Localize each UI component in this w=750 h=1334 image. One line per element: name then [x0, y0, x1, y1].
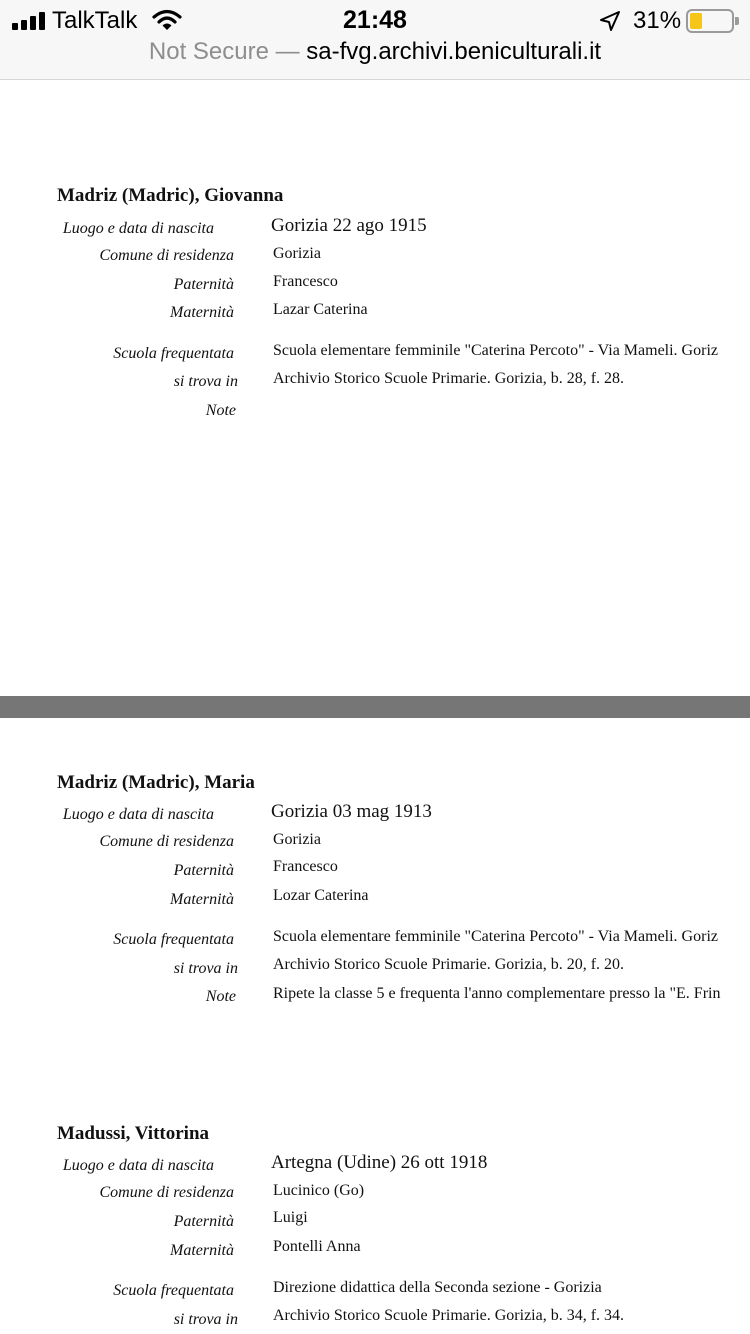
label-residence: Comune di residenza [99, 833, 234, 850]
record-name: Madussi, Vittorina [57, 1123, 210, 1144]
value-father: Luigi [273, 1209, 308, 1226]
label-birth: Luogo e data di nascita [62, 220, 214, 237]
page-separator [0, 696, 750, 718]
label-location: si trova in [173, 960, 238, 977]
battery-level-fill [690, 13, 702, 29]
label-mother: Maternità [170, 304, 234, 321]
value-mother: Lozar Caterina [273, 887, 369, 904]
battery-percent: 31% [633, 7, 682, 34]
value-location: Archivio Storico Scuole Primarie. Gorizia, b. 20, f. 20. [273, 956, 625, 973]
label-school: Scuola frequentata [113, 1282, 234, 1299]
label-notes: Note [205, 402, 236, 419]
value-birth: Artegna (Udine) 26 ott 1918 [271, 1152, 488, 1173]
status-bar [0, 0, 750, 40]
value-school: Scuola elementare femminile "Caterina Percoto" - Via Mameli. Goriz [273, 928, 718, 945]
security-warning: Not Secure — [148, 38, 300, 65]
location-arrow-icon [598, 9, 622, 33]
browser-top-bar [0, 0, 750, 80]
value-location: Archivio Storico Scuole Primarie. Gorizia, b. 28, f. 28. [273, 370, 625, 387]
value-residence: Gorizia [273, 245, 321, 262]
value-residence: Gorizia [273, 831, 321, 848]
carrier-name: TalkTalk [52, 7, 138, 34]
label-location: si trova in [173, 1311, 238, 1328]
label-school: Scuola frequentata [113, 345, 234, 362]
value-mother: Lazar Caterina [273, 301, 368, 318]
value-school: Scuola elementare femminile "Caterina Percoto" - Via Mameli. Goriz [273, 342, 718, 359]
value-birth: Gorizia 22 ago 1915 [271, 215, 427, 236]
label-location: si trova in [173, 373, 238, 390]
url-domain: sa-fvg.archivi.beniculturali.it [306, 38, 602, 65]
label-father: Paternità [173, 862, 234, 879]
address-bar[interactable] [0, 38, 750, 66]
status-time: 21:48 [343, 6, 407, 34]
value-school: Direzione didattica della Seconda sezione - Gorizia [273, 1279, 602, 1296]
label-birth: Luogo e data di nascita [62, 1157, 214, 1174]
label-father: Paternità [173, 1213, 234, 1230]
label-mother: Maternità [170, 891, 234, 908]
value-birth: Gorizia 03 mag 1913 [271, 801, 432, 822]
value-residence: Lucinico (Go) [273, 1182, 365, 1199]
record-name: Madriz (Madric), Giovanna [57, 185, 284, 206]
record-name: Madriz (Madric), Maria [57, 772, 255, 793]
value-father: Francesco [273, 858, 338, 875]
value-location: Archivio Storico Scuole Primarie. Gorizia, b. 34, f. 34. [273, 1307, 625, 1324]
value-father: Francesco [273, 273, 338, 290]
label-residence: Comune di residenza [99, 1184, 234, 1201]
label-mother: Maternità [170, 1242, 234, 1259]
label-residence: Comune di residenza [99, 247, 234, 264]
label-birth: Luogo e data di nascita [62, 806, 214, 823]
value-notes: Ripete la classe 5 e frequenta l'anno complementare presso la "E. Frin [273, 985, 721, 1002]
battery-icon [686, 9, 734, 33]
label-notes: Note [205, 988, 236, 1005]
label-school: Scuola frequentata [113, 931, 234, 948]
label-father: Paternità [173, 276, 234, 293]
value-mother: Pontelli Anna [273, 1238, 361, 1255]
